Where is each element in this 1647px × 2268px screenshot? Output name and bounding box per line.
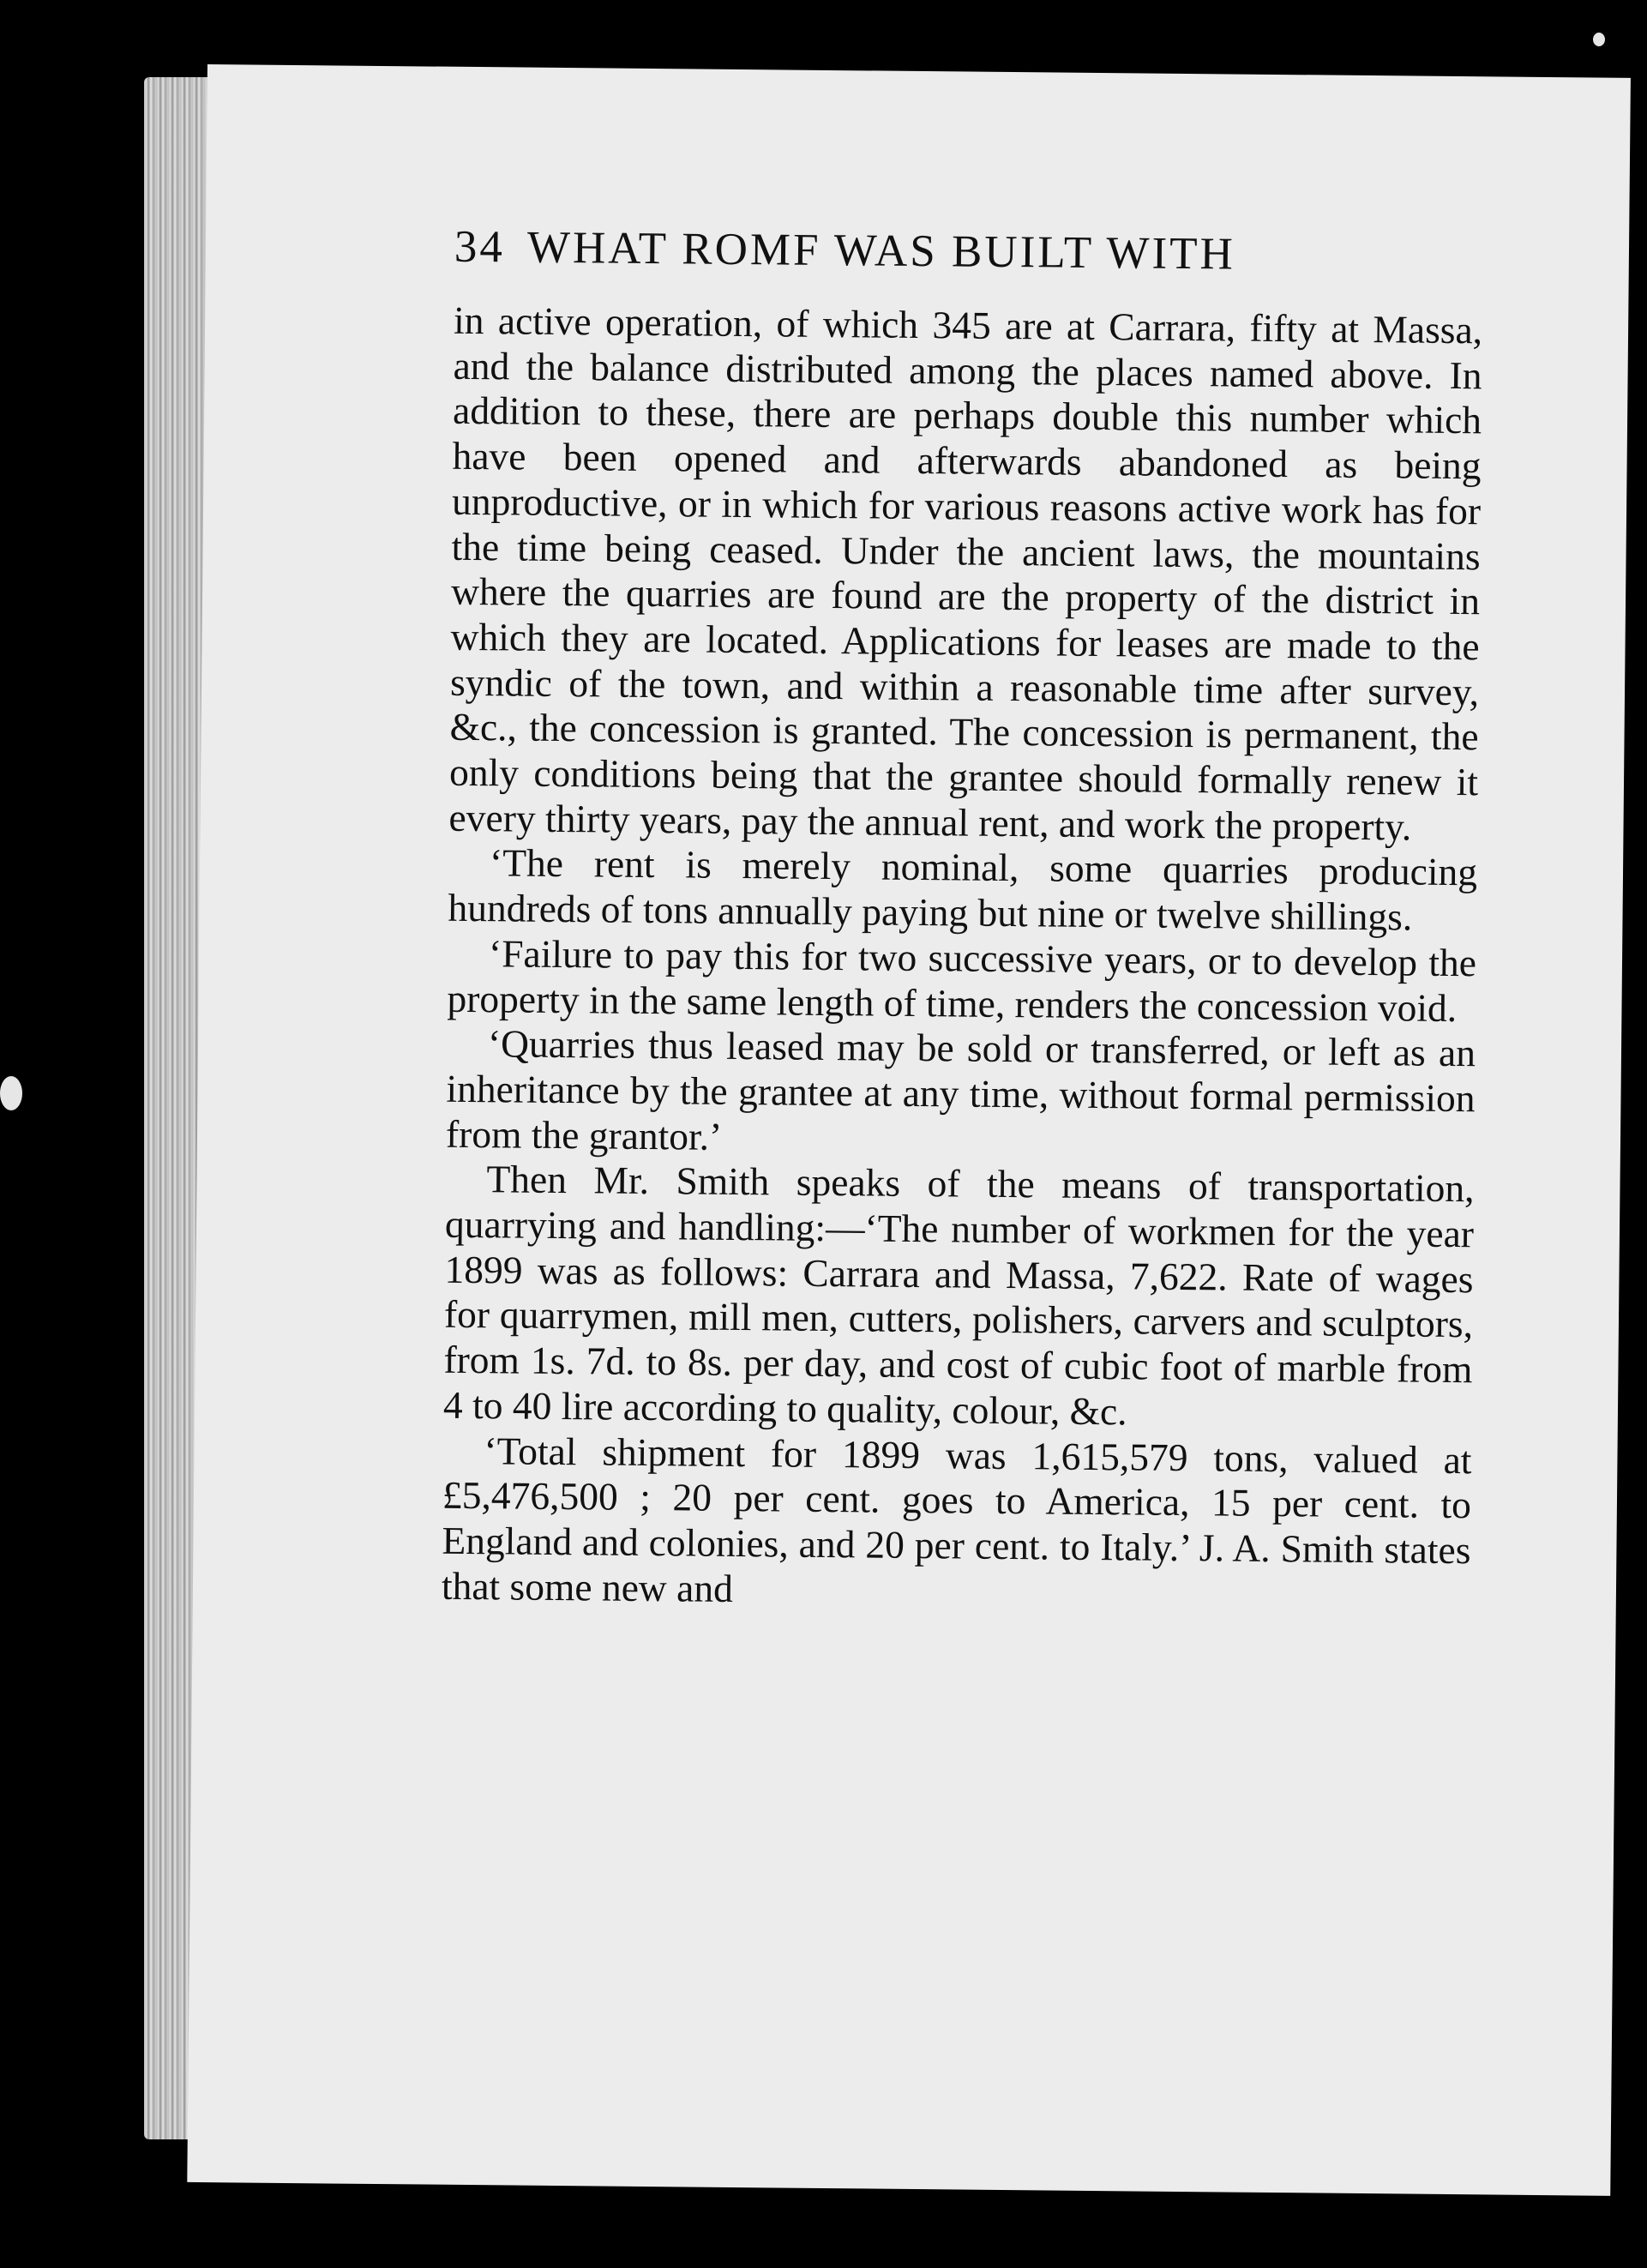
running-title: WHAT ROMF WAS BUILT WITH (526, 222, 1236, 280)
paragraph: ‘Total shipment for 1899 was 1,615,579 tons, valued at £5,476,500 ; 20 per cent. goes to America, 15 per cent. to England and colonies, and 20 per cent. to Italy.’ J. A. Smith states that some new and (441, 1428, 1472, 1610)
scan-speck (1593, 33, 1605, 46)
page-content (442, 217, 1484, 1619)
paragraph: Then Mr. Smith speaks of the means of transportation, quarrying and handling:—‘The number of workmen for the year 1899 was as follows: Carrara and Massa, 7,622. Rate of wages for quarrymen, mill men, cutters, polishers, carvers and sculptors, from 1s. 7d. to 8s. per day, and cost of cubic foot of marble from 4 to 40 lire according to quality, colour, &c. (442, 1157, 1475, 1434)
paragraph: ‘Quarries thus leased may be sold or transferred, or left as an inheritance by the grantee at any time, without formal permission from the grantor.’ (445, 1021, 1476, 1158)
page-number: 34 (454, 221, 506, 273)
scan-speck (0, 1076, 22, 1110)
body-text (442, 298, 1483, 1619)
paragraph: ‘The rent is merely nominal, some quarries producing hundreds of tons annually paying but nine or twelve shillings. (448, 840, 1478, 939)
paragraph: ‘Failure to pay this for two successive years, or to develop the property in the same length of time, renders the concession void. (447, 931, 1477, 1030)
paragraph: in active operation, of which 345 are at Carrara, fifty at Massa, and the balance distributed among the places named above. In addition to these, there are perhaps double this number which have been opened and afterwards abandoned as being unproductive, or in which for various reasons active work has for the time being ceased. Under the ancient laws, the mountains where the quarries are found are the property of the district in which they are located. Applications for leases are made to the syndic of the town, and within a reasonable time after survey, &c., the concession is granted. The concession is permanent, the only conditions being that the grantee should formally renew it every thirty years, pay the annual rent, and work the property. (448, 298, 1483, 849)
running-header (454, 217, 1484, 287)
page-sheet (187, 64, 1631, 2196)
